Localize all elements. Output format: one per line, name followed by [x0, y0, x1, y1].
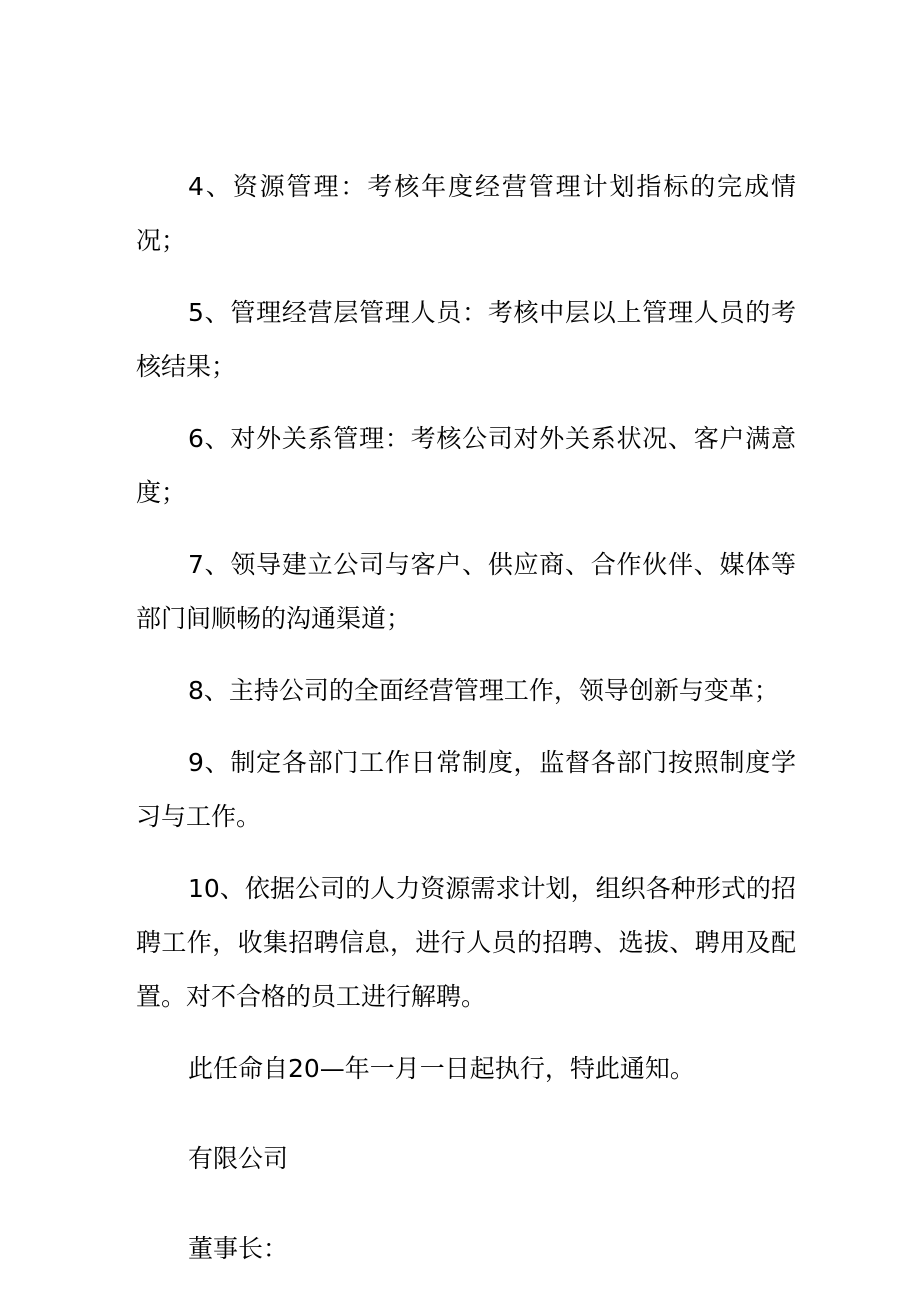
list-item-4: 4、资源管理：考核年度经营管理计划指标的完成情况； [136, 172, 796, 255]
chairman-signature-label: 董事长： [188, 1234, 289, 1263]
document-body [136, 160, 796, 1312]
closing-statement: 此任命自20—年一月一日起执行，特此通知。 [188, 1054, 695, 1083]
list-item-10: 10、依据公司的人力资源需求计划，组织各种形式的招聘工作，收集招聘信息，进行人员的招聘、选拔、聘用及配置。对不合格的员工进行解聘。 [136, 874, 796, 1011]
list-item-5: 5、管理经营层管理人员：考核中层以上管理人员的考核结果； [136, 298, 796, 381]
list-item-9: 9、制定各部门工作日常制度，监督各部门按照制度学习与工作。 [136, 748, 796, 831]
list-item-8: 8、主持公司的全面经营管理工作，领导创新与变革； [188, 676, 779, 705]
list-item-6: 6、对外关系管理：考核公司对外关系状况、客户满意度； [136, 424, 796, 507]
list-item-7: 7、领导建立公司与客户、供应商、合作伙伴、媒体等部门间顺畅的沟通渠道； [136, 550, 796, 633]
company-name: 有限公司 [188, 1144, 289, 1173]
